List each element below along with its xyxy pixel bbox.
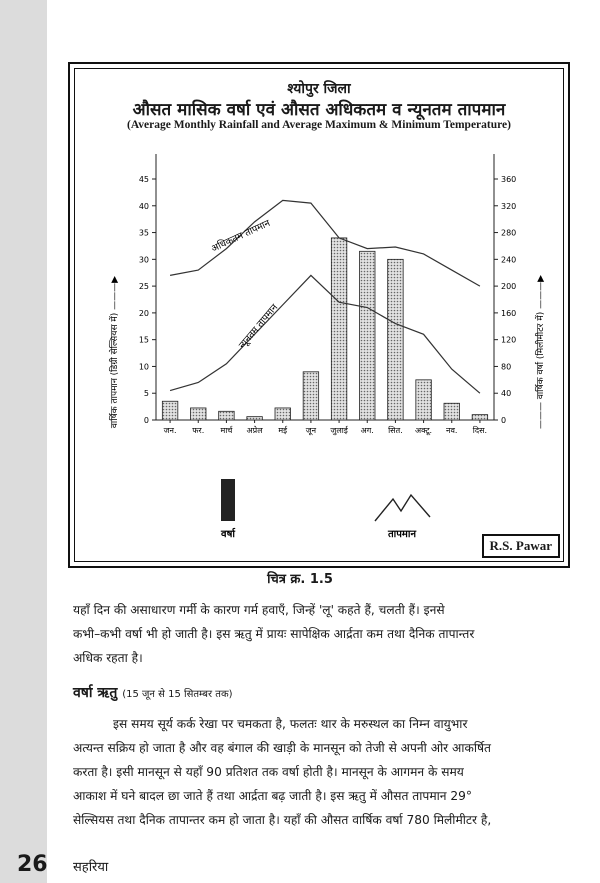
- paragraph-line: अधिक रहता है।: [73, 651, 143, 665]
- legend-rain-label: वर्षा: [221, 529, 235, 540]
- x-axis-tick-label: मार्च: [220, 426, 233, 435]
- paragraph-line: कभी–कभी वर्षा भी हो जाती है। इस ऋतु में प्रायः सापेक्षिक आर्द्रता कम तथा दैनिक तापान्तर: [73, 627, 475, 641]
- x-axis-tick-label: जन.: [163, 426, 177, 435]
- right-axis-title: ——— वार्षिक वर्षा (मिलीमीटर में) ———▶: [536, 274, 546, 430]
- legend-temp-icon: [375, 495, 430, 521]
- rainfall-bar: [275, 408, 290, 420]
- figure-credit: R.S. Pawar: [482, 534, 560, 558]
- rainfall-bar: [247, 417, 262, 420]
- right-axis-tick-label: 280: [501, 228, 517, 238]
- right-axis-tick-label: 120: [501, 335, 517, 345]
- running-footer-title: सहरिया: [73, 860, 109, 875]
- rainfall-bar: [303, 372, 318, 420]
- section-heading-rainy-season: [73, 683, 233, 702]
- paragraph-rainy-season: [73, 712, 573, 832]
- paragraph-line: करता है। इसी मानसून से यहाँ 90 प्रतिशत तक वर्षा होती है। मानसून के आगमन के समय: [73, 765, 464, 779]
- left-axis-tick-label: 30: [138, 255, 149, 265]
- rainfall-bar: [219, 411, 234, 420]
- left-axis-tick-label: 10: [138, 362, 149, 372]
- right-axis-tick-label: 320: [501, 201, 517, 211]
- left-axis-tick-label: 20: [138, 308, 149, 318]
- paragraph-summer: [73, 598, 573, 670]
- min-temp-line-label: न्यूनतम तापमान: [236, 302, 281, 351]
- paragraph-line: यहाँ दिन की असाधारण गर्मी के कारण गर्म हवाएँ, जिन्हें 'लू' कहते हैं, चलती हैं। इनसे: [73, 603, 445, 617]
- min-temperature-line: [170, 275, 480, 393]
- section-heading-dates: (15 जून से 15 सितम्बर तक): [122, 689, 233, 700]
- rainfall-bar: [360, 251, 375, 420]
- right-axis-tick-label: 200: [501, 282, 517, 292]
- legend-temp-label: तापमान: [387, 529, 417, 540]
- page-number: 26: [17, 852, 48, 877]
- x-axis-tick-label: अग.: [360, 426, 374, 435]
- x-axis-tick-label: जुलाई: [330, 426, 348, 435]
- left-axis-tick-label: 40: [138, 201, 149, 211]
- paragraph-line: आकाश में घने बादल छा जाते हैं तथा आर्द्रता बढ़ जाती है। इस ऋतु में औसत तापमान 29°: [73, 789, 473, 803]
- rainfall-bar: [444, 403, 459, 420]
- left-axis-title: वार्षिक तापमान (डिग्री सेल्सियस में) ———▶: [110, 275, 120, 429]
- rainfall-bar: [162, 401, 177, 420]
- left-axis-tick-label: 5: [143, 389, 149, 399]
- temperature-lines: [170, 200, 480, 393]
- right-axis-tick-label: 240: [501, 255, 517, 265]
- right-axis-tick-label: 160: [501, 308, 517, 318]
- figure-inner-frame: [74, 68, 564, 562]
- left-axis-tick-label: 0: [143, 416, 149, 425]
- x-axis-tick-label: फर.: [192, 426, 205, 435]
- rainfall-bar: [191, 408, 206, 420]
- climate-chart: [75, 69, 567, 565]
- right-axis-tick-label: 0: [501, 416, 507, 425]
- right-axis-tick-label: 80: [501, 362, 512, 372]
- x-axis-tick-label: अप्रेल: [246, 426, 263, 435]
- figure-title-district: श्योपुर जिला: [287, 81, 351, 97]
- x-axis-tick-label: जून: [305, 426, 317, 435]
- right-axis-tick-label: 360: [501, 175, 517, 184]
- section-heading-title: वर्षा ऋतु: [73, 685, 118, 701]
- left-axis-tick-label: 45: [138, 175, 149, 184]
- paragraph-line: अत्यन्त सक्रिय हो जाता है और वह बंगाल की खाड़ी के मानसून को तेजी से अपनी ओर आकर्षित: [73, 741, 492, 755]
- figure-caption: चित्र क्र. 1.5: [267, 572, 333, 587]
- rainfall-bars: [162, 238, 487, 420]
- x-axis-tick-label: सित.: [388, 426, 403, 435]
- x-axis-tick-label: अक्टू.: [415, 426, 433, 435]
- left-axis-tick-label: 15: [138, 335, 149, 345]
- left-axis-tick-label: 35: [138, 228, 149, 238]
- max-temp-line-label: अधिकतम तापमान: [209, 217, 272, 255]
- rainfall-bar: [331, 238, 346, 420]
- x-axis-tick-label: नव.: [446, 426, 458, 435]
- legend-rain-swatch: [221, 479, 235, 521]
- rainfall-bar: [416, 380, 431, 420]
- right-axis-tick-label: 40: [501, 389, 512, 399]
- x-axis-tick-label: दिस.: [472, 426, 488, 435]
- figure-title-hindi: औसत मासिक वर्षा एवं औसत अधिकतम व न्यूनतम तापमान: [132, 100, 506, 120]
- figure-frame: [68, 62, 570, 568]
- figure-title-english: (Average Monthly Rainfall and Average Maximum & Minimum Temperature): [127, 119, 511, 131]
- rainfall-bar: [388, 259, 403, 420]
- x-axis-tick-label: मई: [278, 426, 288, 435]
- paragraph-line: सेल्सियस तथा दैनिक तापान्तर कम हो जाता है। यहाँ की औसत वार्षिक वर्षा 780 मिलीमीटर है,: [73, 813, 492, 827]
- chart-labels: [139, 175, 516, 436]
- page-margin-strip: [0, 0, 47, 883]
- paragraph-line: इस समय सूर्य कर्क रेखा पर चमकता है, फलतः थार के मरुस्थल का निम्न वायुभार: [113, 717, 468, 731]
- left-axis-tick-label: 25: [138, 282, 149, 292]
- rainfall-bar: [472, 415, 487, 420]
